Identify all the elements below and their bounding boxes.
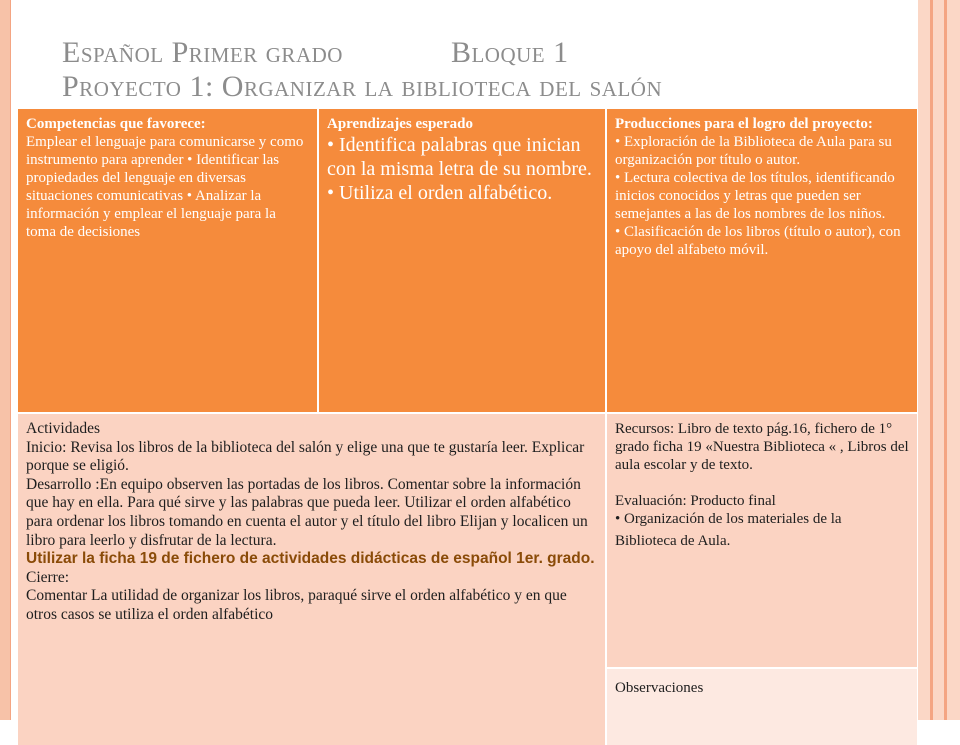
actividades-inicio: Inicio: Revisa los libros de la biblioteca del salón y elige una que te gustaría leer. Explicar porque se eligió. — [26, 438, 585, 475]
recursos-text: Recursos: Libro de texto pág.16, fichero de 1° grado ficha 19 «Nuestra Biblioteca « , Libros del aula escolar y de texto. — [615, 421, 909, 473]
title-block: Bloque 1 — [450, 36, 569, 69]
planning-table — [18, 109, 917, 745]
actividades-highlight: Utilizar la ficha 19 de fichero de actividades didácticas de español 1er. grado. — [26, 550, 595, 568]
right-stripe-2 — [944, 0, 947, 720]
actividades-cierre-label: Cierre: — [26, 568, 70, 586]
slide-title — [62, 36, 912, 103]
left-border-line — [10, 0, 11, 720]
activities-row — [18, 413, 917, 668]
actividades-cell — [18, 413, 606, 745]
produccion-item: • Exploración de la Biblioteca de Aula para su organización por título o autor. — [615, 134, 892, 168]
evaluacion-item-2: Biblioteca de Aula. — [615, 533, 731, 549]
competencias-text: Emplear el lenguaje para comunicarse y como instrumento para aprender • Identificar las propiedades del lenguaje en diversas situaciones comunicativas • Analizar la información y emplear el lenguaje para la toma de decisiones — [26, 134, 304, 240]
producciones-heading: Producciones para el logro del proyecto: — [615, 116, 873, 132]
left-decorative-border — [0, 0, 10, 720]
right-decorative-border — [918, 0, 960, 720]
evaluacion-item: • Organización de los materiales de la — [615, 511, 842, 527]
competencias-heading: Competencias que favorece: — [26, 116, 206, 132]
aprendizaje-item: • Identifica palabras que inician con la misma letra de su nombre. — [327, 134, 592, 180]
aprendizaje-item: • Utiliza el orden alfabético. — [327, 182, 553, 204]
recursos-cell — [606, 413, 917, 668]
produccion-item: • Lectura colectiva de los títulos, identificando inicios conocidos y letras que pueden ser semejantes a las de los nombres de los niños. — [615, 170, 895, 222]
aprendizajes-cell — [318, 109, 606, 413]
actividades-heading: Actividades — [26, 420, 101, 437]
evaluacion-label: Evaluación: Producto final — [615, 493, 776, 509]
producciones-cell — [606, 109, 917, 413]
title-subject: Español Primer grado — [62, 36, 343, 69]
observaciones-cell — [606, 668, 917, 745]
actividades-desarrollo: Desarrollo :En equipo observen las portadas de los libros. Comentar sobre la información que hay en ella. Para qué sirve y las palabras que pueda leer. Utilizar el orden alfabético para ordenar los libros tomando en cuenta el autor y el título del libro Elijan y localicen un libro para leerlo y disfrutar de la lectura. — [26, 475, 588, 549]
competencias-cell — [18, 109, 318, 413]
title-project: Proyecto 1: Organizar la biblioteca del salón — [62, 69, 663, 103]
header-row — [18, 109, 917, 413]
right-stripe-1 — [930, 0, 933, 720]
produccion-item: • Clasificación de los libros (título o autor), con apoyo del alfabeto móvil. — [615, 224, 901, 258]
observaciones-label: Observaciones — [615, 680, 704, 696]
aprendizajes-heading: Aprendizajes esperado — [327, 116, 473, 132]
actividades-cierre: Comentar La utilidad de organizar los libros, paraqué sirve el orden alfabético y en que otros casos se utiliza el orden alfabético — [26, 587, 567, 623]
